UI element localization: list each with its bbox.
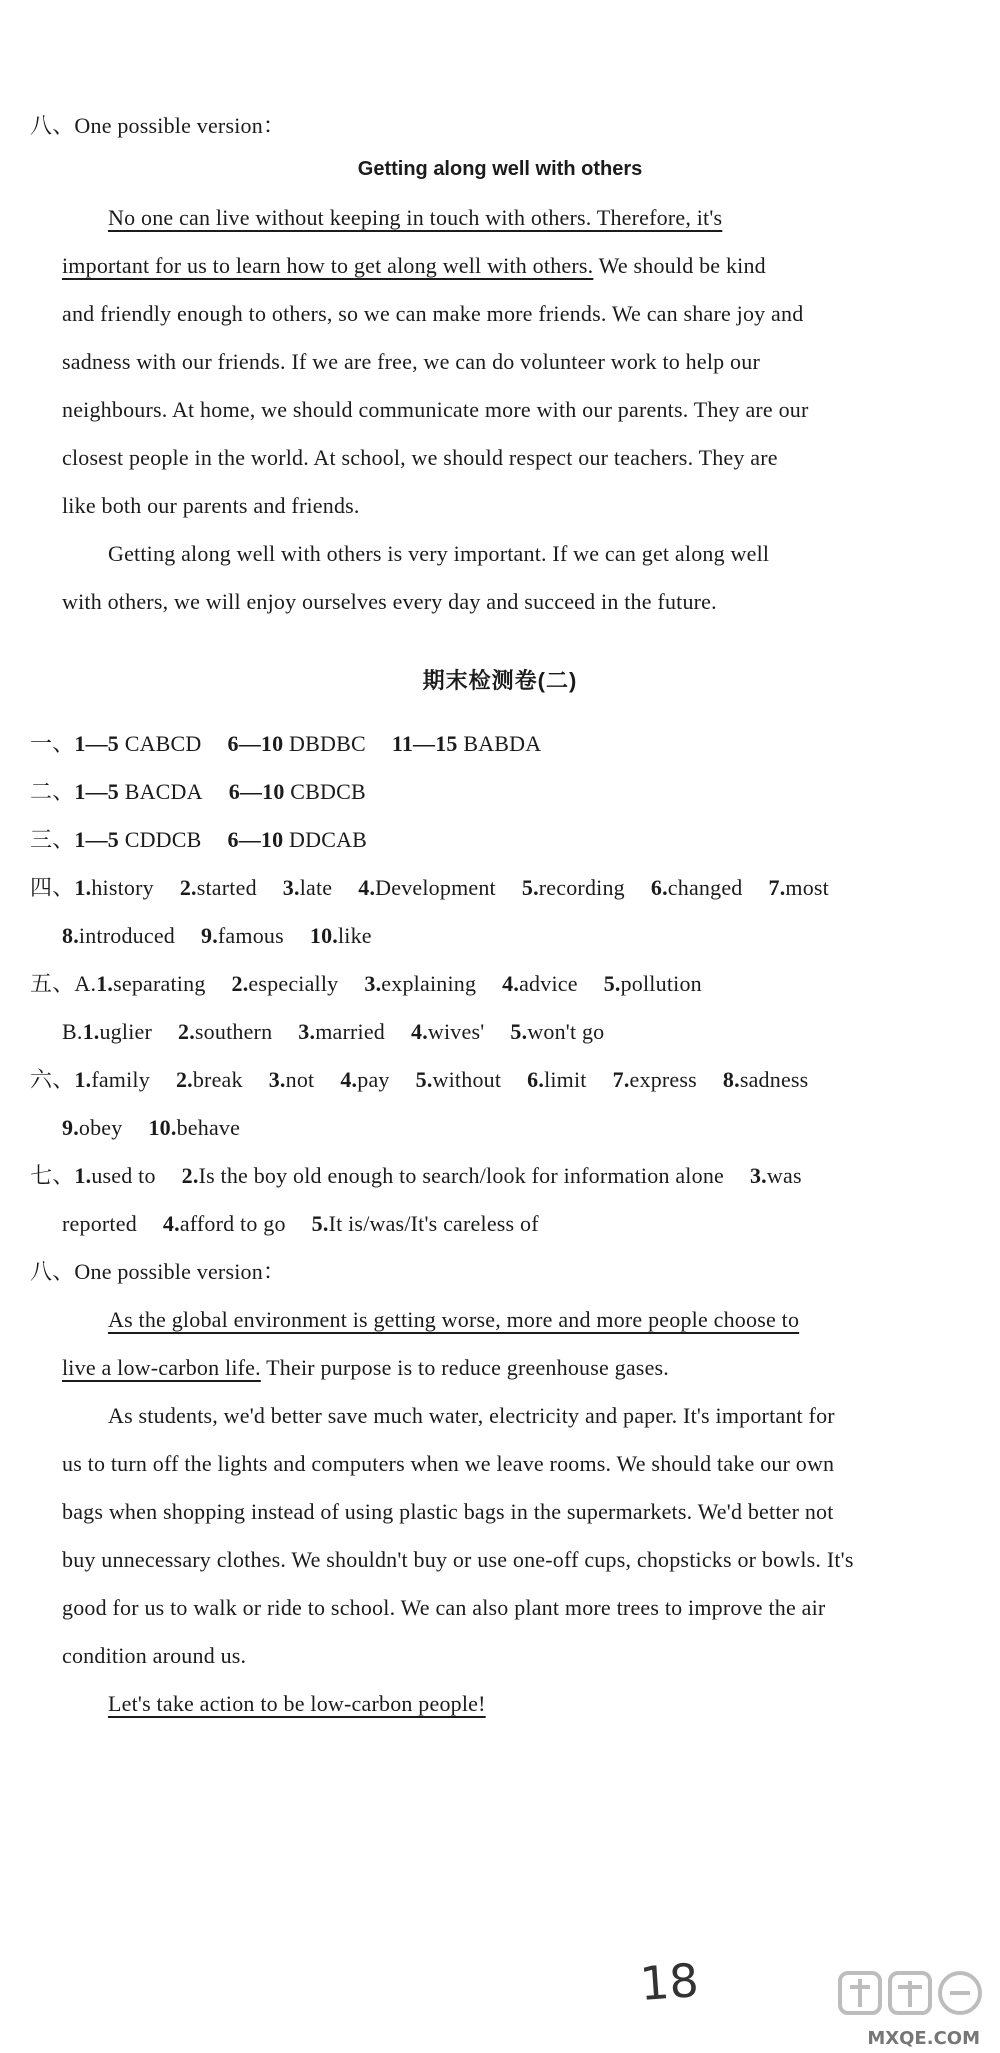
answer-row-7 [30, 1162, 802, 1190]
answer-word: pollution [620, 971, 702, 996]
part-label: B. [62, 1019, 83, 1044]
section-heading-8: 八、One possible version： [30, 113, 286, 138]
answer-letters: CBDCB [290, 779, 366, 804]
answer-row-7-cont [62, 1210, 539, 1238]
item-number: 7. [768, 875, 786, 900]
item-number: 4. [358, 875, 376, 900]
answer-word: started [196, 875, 257, 900]
essay-line: good for us to walk or ride to school. We can also plant more trees to improve the air [62, 1595, 826, 1620]
answer-letters: DDCAB [289, 827, 368, 852]
item-number: 9. [201, 923, 218, 948]
row-prefix: 六、 [30, 1067, 75, 1092]
essay-line [62, 252, 766, 280]
item-number: 2. [179, 875, 197, 900]
essay-line: closest people in the world. At school, we should respect our teachers. They are [62, 445, 778, 470]
answer-word: uglier [99, 1019, 152, 1044]
answer-word: won't go [527, 1019, 605, 1044]
answer-letters: BACDA [124, 779, 203, 804]
answer-word: Is the boy old enough to search/look for information alone [198, 1163, 724, 1188]
underlined-sentence: As the global environment is getting worse, more and more people choose to [108, 1307, 800, 1332]
page-number: 18 [638, 1953, 701, 2011]
item-number: 1. [82, 1019, 100, 1044]
row-prefix: 七、 [30, 1163, 75, 1188]
underlined-sentence: live a low-carbon life. [62, 1355, 261, 1380]
range-label: 1—5 [74, 779, 120, 804]
row-prefix: 三、 [30, 827, 75, 852]
answer-letters: CDDCB [124, 827, 202, 852]
item-number: 3. [268, 1067, 286, 1092]
answer-word: wives' [427, 1019, 485, 1044]
essay-line [62, 1354, 669, 1382]
answer-word: advice [519, 971, 578, 996]
item-number: 4. [340, 1067, 358, 1092]
row-prefix: 五、 [30, 971, 75, 996]
item-number: 10. [148, 1115, 177, 1140]
part-label: A. [74, 971, 97, 996]
essay-line [108, 204, 722, 232]
underlined-sentence: Let's take action to be low-carbon people! [108, 1691, 486, 1716]
item-number: 1. [74, 1163, 92, 1188]
answer-word: famous [217, 923, 284, 948]
item-number: 2. [181, 1163, 199, 1188]
answer-word: reported [62, 1211, 137, 1236]
essay-line: buy unnecessary clothes. We shouldn't buy or use one-off cups, chopsticks or bowls. It's [62, 1547, 854, 1572]
answer-word: It is/was/It's careless of [328, 1211, 539, 1236]
answer-letters: CABCD [124, 731, 202, 756]
essay-line: us to turn off the lights and computers when we leave rooms. We should take our own [62, 1451, 835, 1476]
item-number: 3. [298, 1019, 316, 1044]
answer-word: most [785, 875, 829, 900]
answer-word: was [766, 1163, 802, 1188]
range-label: 1—5 [74, 827, 120, 852]
item-number: 5. [603, 971, 621, 996]
answer-row-6 [30, 1066, 808, 1094]
answer-word: southern [194, 1019, 273, 1044]
answer-word: married [315, 1019, 385, 1044]
answer-word: like [337, 923, 372, 948]
answer-word: without [432, 1067, 502, 1092]
answer-row-5b [62, 1018, 604, 1046]
range-label: 11—15 [391, 731, 458, 756]
answer-letters: DBDBC [289, 731, 366, 756]
item-number: 5. [510, 1019, 528, 1044]
essay-text: Their purpose is to reduce greenhouse gases. [260, 1355, 669, 1380]
answer-word: express [629, 1067, 697, 1092]
answer-word: Development [375, 875, 496, 900]
answer-word: pay [357, 1067, 390, 1092]
answer-row-5a [30, 970, 702, 998]
answer-word: behave [176, 1115, 241, 1140]
essay-line: with others, we will enjoy ourselves every day and succeed in the future. [62, 589, 717, 614]
range-label: 1—5 [74, 731, 120, 756]
answer-word: recording [538, 875, 625, 900]
answer-row-2 [30, 778, 366, 806]
essay-line: bags when shopping instead of using plastic bags in the supermarkets. We'd better not [62, 1499, 834, 1524]
item-number: 5. [415, 1067, 433, 1092]
answer-word: afford to go [179, 1211, 286, 1236]
item-number: 2. [231, 971, 249, 996]
exam-title: 期末检测卷(二) [422, 668, 578, 693]
row-prefix: 二、 [30, 779, 75, 804]
item-number: 6. [650, 875, 668, 900]
item-number: 6. [527, 1067, 545, 1092]
answer-row-4-cont [62, 922, 372, 950]
answer-word: explaining [381, 971, 477, 996]
range-label: 6—10 [227, 827, 284, 852]
essay-text: We should be kind [593, 253, 766, 278]
item-number: 8. [722, 1067, 740, 1092]
answer-word: not [285, 1067, 315, 1092]
item-number: 1. [96, 971, 114, 996]
answer-word: changed [667, 875, 743, 900]
answer-word: separating [113, 971, 206, 996]
answer-word: introduced [78, 923, 175, 948]
answer-word: limit [544, 1067, 587, 1092]
item-number: 3. [282, 875, 300, 900]
range-label: 6—10 [228, 779, 285, 804]
item-number: 9. [62, 1115, 79, 1140]
watermark-url: MXQE.COM [867, 2028, 980, 2049]
answer-word: family [91, 1067, 150, 1092]
answer-word: late [299, 875, 333, 900]
answer-row-6-cont [62, 1114, 240, 1142]
underlined-sentence: important for us to learn how to get along well with others. [62, 253, 594, 278]
item-number: 1. [74, 1067, 92, 1092]
essay-line: Getting along well with others is very important. If we can get along well [108, 541, 770, 566]
answer-row-3 [30, 826, 367, 854]
essay-line: like both our parents and friends. [62, 493, 360, 518]
essay-line [108, 1690, 486, 1718]
item-number: 4. [411, 1019, 428, 1044]
essay-line: and friendly enough to others, so we can make more friends. We can share joy and [62, 301, 804, 326]
essay-line: neighbours. At home, we should communicate more with our parents. They are our [62, 397, 809, 422]
item-number: 5. [521, 875, 539, 900]
section-heading-8-second: 八、One possible version： [30, 1259, 286, 1284]
range-label: 6—10 [227, 731, 284, 756]
item-number: 4. [162, 1211, 180, 1236]
item-number: 10. [309, 923, 338, 948]
answer-word: used to [91, 1163, 156, 1188]
answer-word: sadness [739, 1067, 809, 1092]
item-number: 3. [364, 971, 382, 996]
essay-line [108, 1306, 799, 1334]
item-number: 1. [74, 875, 92, 900]
answer-word: break [192, 1067, 243, 1092]
item-number: 8. [62, 923, 79, 948]
item-number: 2. [178, 1019, 195, 1044]
row-prefix: 一、 [30, 731, 75, 756]
item-number: 3. [749, 1163, 767, 1188]
essay-line: sadness with our friends. If we are free, we can do volunteer work to help our [62, 349, 760, 374]
answer-word: history [91, 875, 154, 900]
underlined-sentence: No one can live without keeping in touch with others. Therefore, it's [108, 205, 723, 230]
essay-title: Getting along well with others [357, 158, 643, 180]
answer-row-1 [30, 730, 541, 758]
essay-line: condition around us. [62, 1643, 247, 1668]
row-prefix: 四、 [30, 875, 75, 900]
item-number: 2. [175, 1067, 193, 1092]
item-number: 7. [612, 1067, 630, 1092]
answer-word: obey [78, 1115, 123, 1140]
answer-row-4 [30, 874, 829, 902]
item-number: 5. [311, 1211, 329, 1236]
answer-word: especially [248, 971, 339, 996]
item-number: 4. [502, 971, 520, 996]
answer-letters: BABDA [463, 731, 542, 756]
essay-line: As students, we'd better save much water, electricity and paper. It's important for [108, 1403, 835, 1428]
